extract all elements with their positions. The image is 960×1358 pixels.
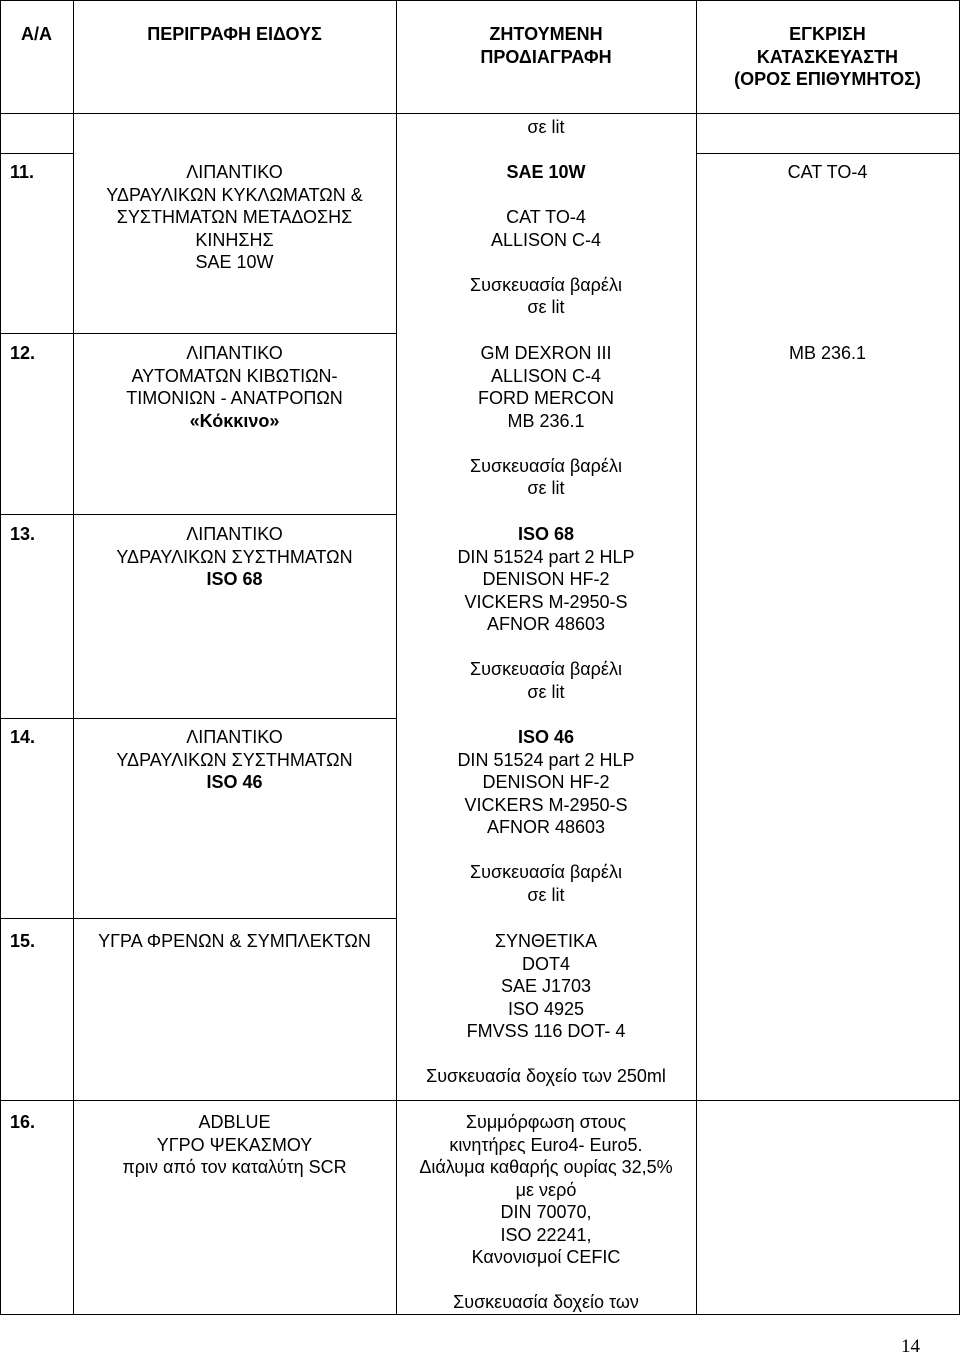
item-specification: ISO 68 DIN 51524 part 2 HLP DENISON HF-2 VICKERS M-2950-S AFNOR 48603 Συσκευασία βαρέλι σε lit xyxy=(457,524,635,702)
item-specification: ΣΥΝΘΕΤΙΚΑ DOT4 SAE J1703 ISO 4925 FMVSS 116 DOT- 4 Συσκευασία δοχείο των 250ml xyxy=(426,931,666,1086)
item-description: ΛΙΠΑΝΤΙΚΟ ΑΥΤΟΜΑΤΩΝ ΚΙΒΩΤΙΩΝ- ΤΙΜΟΝΙΩΝ - ΑΝΑΤΡΟΠΩΝ «Κόκκινο» xyxy=(126,343,343,431)
item-description: ΛΙΠΑΝΤΙΚΟ ΥΔΡΑΥΛΙΚΩΝ ΣΥΣΤΗΜΑΤΩΝ ISO 68 xyxy=(116,524,353,589)
column-divider xyxy=(696,0,697,1314)
item-description: ΛΙΠΑΝΤΙΚΟ ΥΔΡΑΥΛΙΚΩΝ ΚΥΚΛΩΜΑΤΩΝ & ΣΥΣΤΗΜΑΤΩΝ ΜΕΤΑΔΟΣΗΣ ΚΙΝΗΣΗΣ SAE 10W xyxy=(106,162,363,272)
row-number: 11. xyxy=(10,162,35,182)
item-approval: MB 236.1 xyxy=(788,343,867,363)
table-top-border xyxy=(0,0,960,1)
item-approval: CAT TO-4 xyxy=(787,162,868,182)
item-description: ΛΙΠΑΝΤΙΚΟ ΥΔΡΑΥΛΙΚΩΝ ΣΥΣΤΗΜΑΤΩΝ ISO 46 xyxy=(116,727,353,792)
row-divider xyxy=(0,514,396,515)
row-number: 12. xyxy=(10,343,36,363)
row-number: 14. xyxy=(10,727,36,747)
row-divider xyxy=(0,333,396,334)
item-specification: SAE 10W CAT TO-4 ALLISON C-4 Συσκευασία βαρέλι σε lit xyxy=(470,162,622,317)
row-number: 13. xyxy=(10,524,36,544)
item-specification: Συμμόρφωση στους κινητήρες Euro4- Euro5. Διάλυμα καθαρής ουρίας 32,5% με νερό DIN 70070, ISO 22241, Κανονισμοί CEFIC Συσκευασία δοχείο των xyxy=(419,1112,673,1312)
item-specification: GM DEXRON III ALLISON C-4 FORD MERCON MB 236.1 Συσκευασία βαρέλι σε lit xyxy=(470,343,622,498)
row-divider xyxy=(696,153,960,154)
row-divider xyxy=(0,153,73,154)
spec-tail-previous: σε lit xyxy=(527,117,565,137)
table-bottom-border xyxy=(0,1314,960,1315)
row-number: 15. xyxy=(10,931,36,951)
table-left-border xyxy=(0,0,1,1314)
row-divider xyxy=(0,918,396,919)
page-number: 14 xyxy=(901,1336,920,1357)
item-specification: ISO 46 DIN 51524 part 2 HLP DENISON HF-2 VICKERS M-2950-S AFNOR 48603 Συσκευασία βαρέλι σε lit xyxy=(457,727,635,905)
header-aa: Α/Α xyxy=(21,24,52,44)
header-bottom-border xyxy=(0,113,960,114)
row-divider xyxy=(0,1100,960,1101)
item-description: ADBLUE ΥΓΡΟ ΨΕΚΑΣΜΟΥ πριν από τον καταλύτη SCR xyxy=(122,1112,347,1177)
row-divider xyxy=(0,718,396,719)
header-approval: ΕΓΚΡΙΣΗ ΚΑΤΑΣΚΕΥΑΣΤΗ (ΟΡΟΣ ΕΠΙΘΥΜΗΤΟΣ) xyxy=(734,24,921,89)
header-specification: ΖΗΤΟΥΜΕΝΗ ΠΡΟΔΙΑΓΡΑΦΗ xyxy=(480,24,612,67)
item-description: ΥΓΡΑ ΦΡΕΝΩΝ & ΣΥΜΠΛΕΚΤΩΝ xyxy=(98,931,371,951)
header-description: ΠΕΡΙΓΡΑΦΗ ΕΙΔΟΥΣ xyxy=(147,24,322,44)
row-number: 16. xyxy=(10,1112,36,1132)
